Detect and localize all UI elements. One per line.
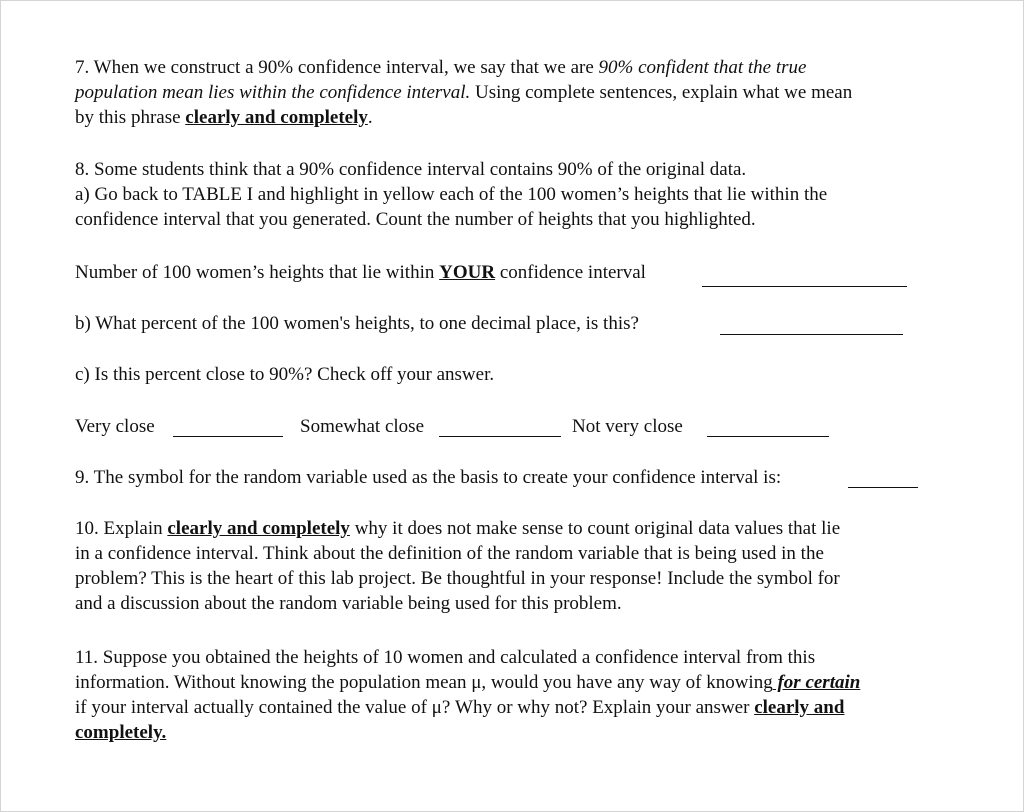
q11-line-2 <box>75 670 935 695</box>
q10-line-4: and a discussion about the random variable being used for this problem. <box>75 593 622 614</box>
option-very-close-label: Very close <box>75 416 155 437</box>
q8-intro: 8. Some students think that a 90% confidence interval contains 90% of the original data. <box>75 159 747 180</box>
q11-emphasis-for-certain: for certain <box>772 672 861 693</box>
q7-line-2 <box>75 80 935 105</box>
option-not-very-close-label: Not very close <box>572 416 683 437</box>
q10-text: 10. Explain <box>75 518 168 539</box>
q10-line-2: in a confidence interval. Think about the definition of the random variable that is being used in the <box>75 543 824 564</box>
q8a-line-1: a) Go back to TABLE I and highlight in yellow each of the 100 women’s heights that lie within the <box>75 184 828 205</box>
q11-text: information. Without knowing the population mean μ, would you have any way of knowing <box>75 672 773 693</box>
option-somewhat-close-blank[interactable] <box>439 420 561 437</box>
q7-text-end: by this phrase <box>75 107 186 128</box>
q8-count-label-end: confidence interval <box>495 262 646 283</box>
q7-period: . <box>367 107 373 128</box>
q11-emphasis: clearly and <box>754 697 845 718</box>
q11-text-cont: if your interval actually contained the value of μ? Why or why not? Explain your answer <box>75 697 755 718</box>
q7-line-1 <box>75 55 935 80</box>
q8-count-answer-blank[interactable] <box>702 270 907 287</box>
q7-line-3 <box>75 105 935 130</box>
q8-count-emphasis: YOUR <box>439 262 496 283</box>
option-not-very-close-blank[interactable] <box>707 420 829 437</box>
q8c-row <box>75 362 935 387</box>
option-somewhat-close-label: Somewhat close <box>300 416 425 437</box>
q8-count-label: Number of 100 women’s heights that lie within <box>75 262 440 283</box>
question-8 <box>75 157 935 232</box>
q7-italic-phrase: 90% confident that the true <box>598 57 807 78</box>
question-11 <box>75 645 935 745</box>
q11-emphasis-end: completely. <box>75 722 167 743</box>
q11-line-1: 11. Suppose you obtained the heights of 10 women and calculated a confidence interval from this <box>75 647 816 668</box>
q10-line-1 <box>75 516 935 541</box>
q10-emphasis: clearly and completely <box>167 518 350 539</box>
q8b-answer-blank[interactable] <box>720 318 903 335</box>
q9-answer-blank[interactable] <box>848 471 918 488</box>
q8a-line-2: confidence interval that you generated. Count the number of heights that you highlighted. <box>75 209 756 230</box>
q10-text-cont: why it does not make sense to count original data values that lie <box>349 518 841 539</box>
question-9 <box>75 465 935 490</box>
q7-text: 7. When we construct a 90% confidence interval, we say that we are <box>75 57 599 78</box>
option-very-close-blank[interactable] <box>173 420 283 437</box>
question-10 <box>75 516 935 616</box>
q7-text-cont: Using complete sentences, explain what we mean <box>470 82 853 103</box>
q7-emphasis: clearly and completely <box>185 107 368 128</box>
question-7 <box>75 55 935 130</box>
q11-line-4 <box>75 720 935 745</box>
q9-text: 9. The symbol for the random variable used as the basis to create your confidence interval is: <box>75 467 782 488</box>
q8c-text: c) Is this percent close to 90%? Check off your answer. <box>75 364 495 385</box>
q11-line-3 <box>75 695 935 720</box>
q7-italic-phrase-cont: population mean lies within the confidence interval. <box>75 82 471 103</box>
q8b-text: b) What percent of the 100 women's heights, to one decimal place, is this? <box>75 313 639 334</box>
q10-line-3: problem? This is the heart of this lab project. Be thoughtful in your response! Include the symbol for <box>75 568 840 589</box>
